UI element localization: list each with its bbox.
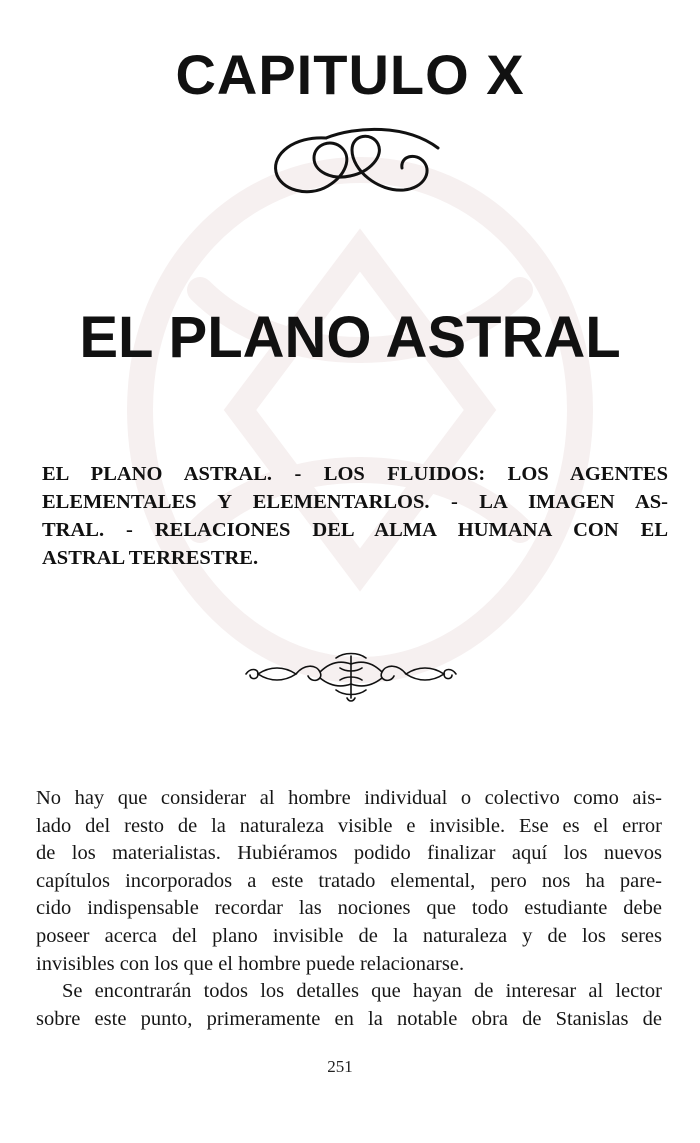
- body-line: cido indispensable recordar las nociones que todo estudiante debe: [36, 897, 662, 920]
- body-line: capítulos incorporados a este tratado elemental, pero nos ha pare-: [36, 869, 662, 892]
- chapter-number: CAPITULO X: [175, 43, 525, 106]
- body-line: de los materialistas. Hubiéramos podido finalizar aquí los nuevos: [36, 842, 662, 865]
- body-line: No hay que considerar al hombre individual o colectivo como ais-: [36, 787, 662, 809]
- body-line: lado del resto de la naturaleza visible e invisible. Ese es el error: [36, 814, 662, 837]
- chapter-title: EL PLANO ASTRAL: [79, 305, 621, 370]
- flourish-ornament: [266, 120, 446, 200]
- summary-line: ASTRAL TERRESTRE.: [42, 547, 259, 569]
- body-paragraphs: [36, 785, 662, 1033]
- background-watermark: [60, 110, 660, 730]
- section-divider-ornament: [240, 650, 462, 702]
- body-line: sobre este punto, primeramente en la notable obra de Stanislas de: [36, 1007, 662, 1030]
- summary-line: TRAL. - RELACIONES DEL ALMA HUMANA CON EL: [42, 519, 668, 541]
- body-line: invisibles con los que el hombre puede relacionarse.: [36, 952, 465, 975]
- chapter-summary: [42, 460, 668, 572]
- body-line: poseer acerca del plano invisible de la naturaleza y de los seres: [36, 924, 662, 947]
- summary-line: ELEMENTALES Y ELEMENTARLOS. - LA IMAGEN AS-: [42, 491, 668, 513]
- body-line: Se encontrarán todos los detalles que hayan de interesar al lector: [62, 980, 662, 1003]
- summary-line: EL PLANO ASTRAL. - LOS FLUIDOS: LOS AGENTES: [42, 463, 668, 485]
- page-number: 251: [327, 1057, 353, 1076]
